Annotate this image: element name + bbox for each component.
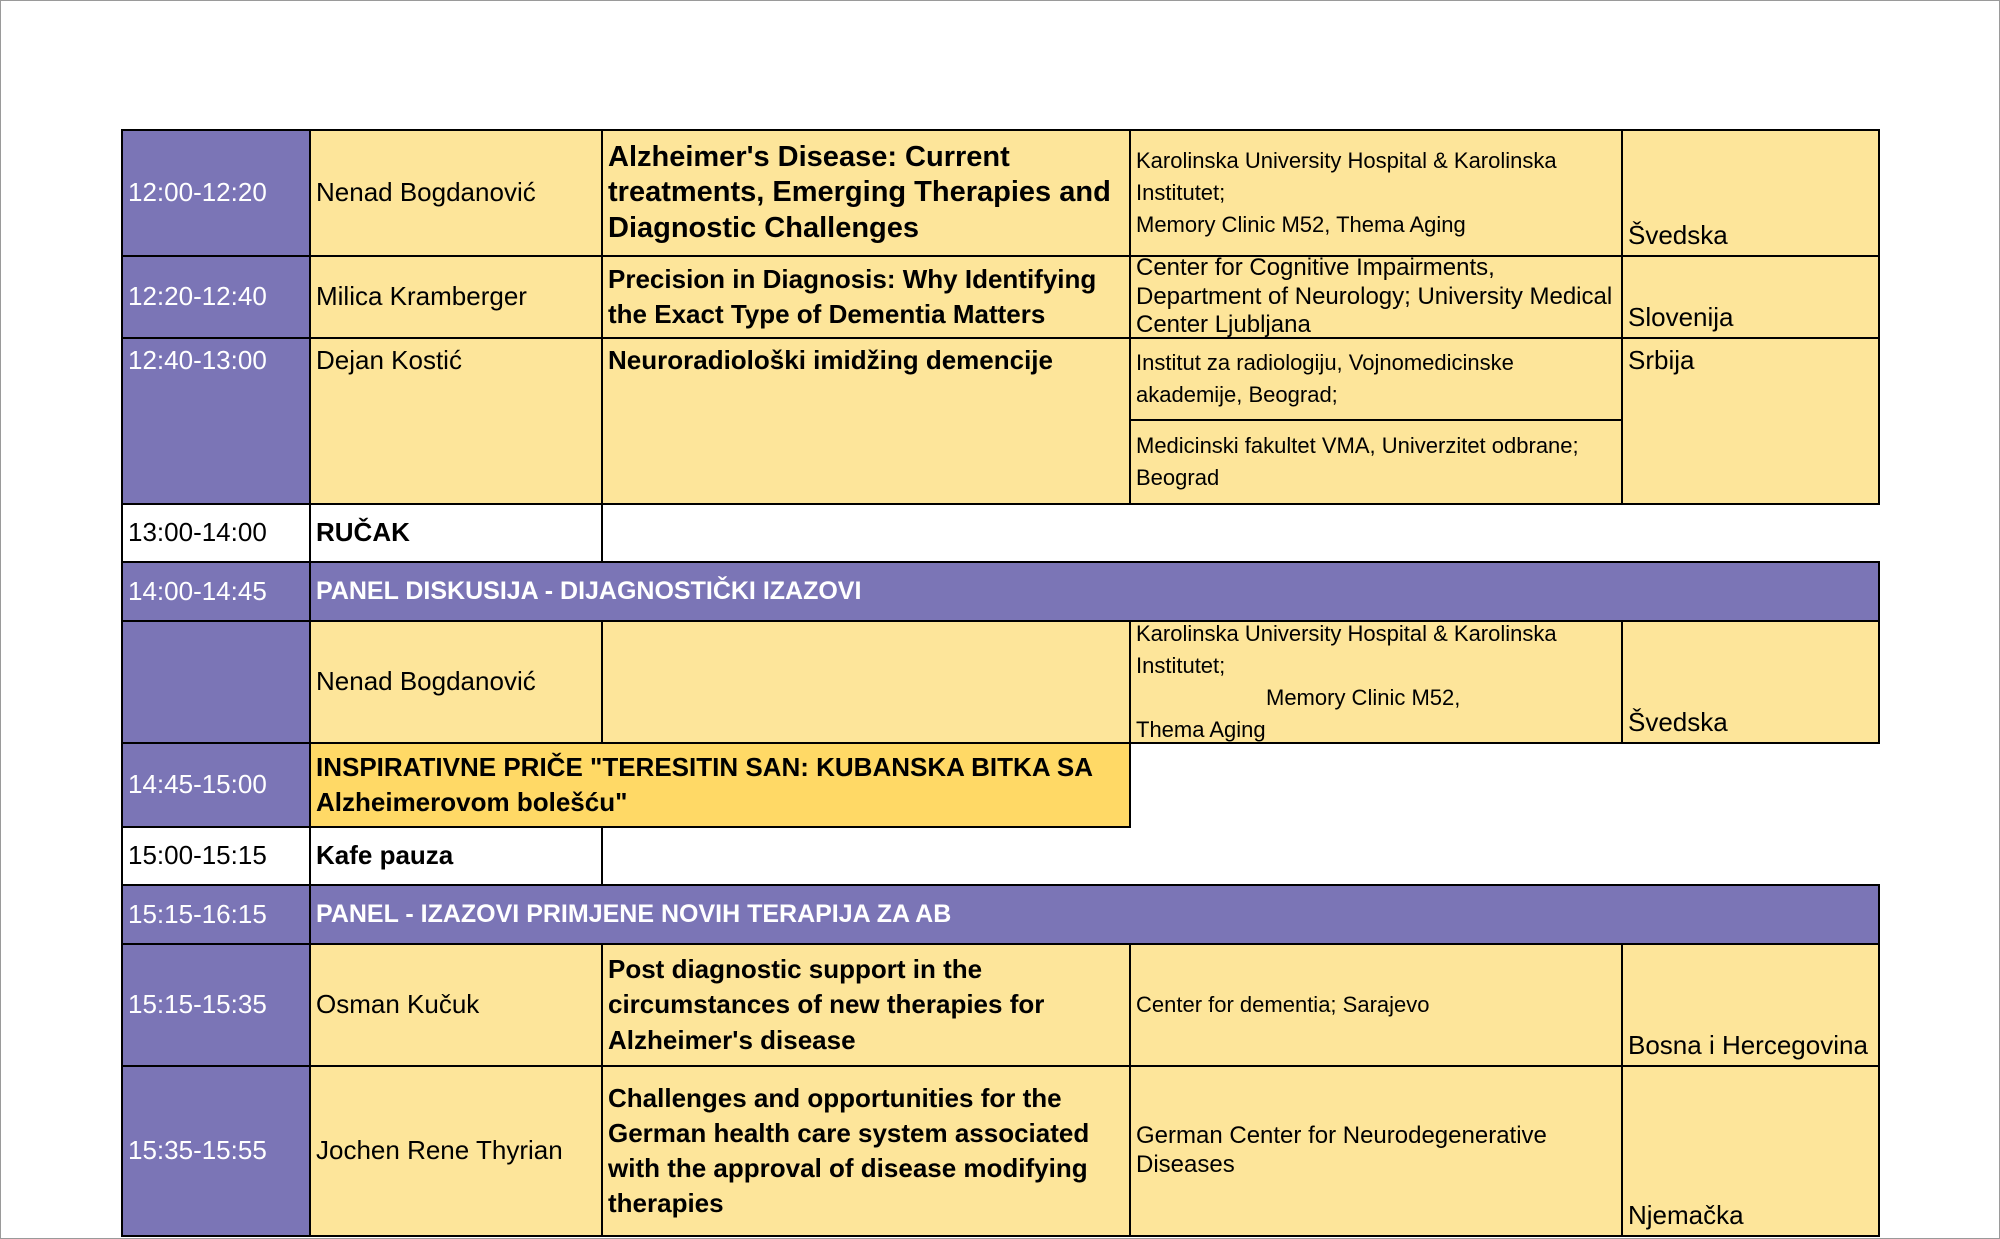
talk-title-cell: Neuroradiološki imidžing demencije	[601, 337, 1131, 505]
panel-banner: PANEL - IZAZOVI PRIMJENE NOVIH TERAPIJA ZA AB	[309, 884, 1880, 945]
country-cell: Švedska	[1621, 620, 1880, 744]
institution-cell: Karolinska University Hospital & Karolinska Institutet; Memory Clinic M52, Thema Aging	[1129, 620, 1623, 744]
country-cell: Njemačka	[1621, 1065, 1880, 1237]
time-cell: 15:00-15:15	[121, 826, 311, 886]
institution-cell: Medicinski fakultet VMA, Univerzitet odbrane; Beograd	[1129, 419, 1623, 505]
institution-cell: Institut za radiologiju, Vojnomedicinske akademije, Beograd;	[1129, 337, 1623, 421]
time-cell: 15:35-15:55	[121, 1065, 311, 1237]
time-cell: 15:15-16:15	[121, 884, 311, 945]
country-cell: Švedska	[1621, 129, 1880, 257]
speaker-cell: Jochen Rene Thyrian	[309, 1065, 603, 1237]
inspirational-stories-label: INSPIRATIVNE PRIČE "TERESITIN SAN: KUBANSKA BITKA SA Alzheimerovom bolešću"	[309, 742, 1131, 828]
country-cell: Slovenija	[1621, 255, 1880, 339]
institution-cell: Center for dementia; Sarajevo	[1129, 943, 1623, 1067]
country-cell: Bosna i Hercegovina	[1621, 943, 1880, 1067]
country-cell: Srbija	[1621, 337, 1880, 505]
talk-title-cell	[601, 620, 1131, 744]
institution-cell: German Center for Neurodegenerative Diseases	[1129, 1065, 1623, 1237]
speaker-cell: Dejan Kostić	[309, 337, 603, 505]
talk-title-cell: Alzheimer's Disease: Current treatments, Emerging Therapies and Diagnostic Challenges	[601, 129, 1131, 257]
institution-cell: Karolinska University Hospital & Karolinska Institutet; Memory Clinic M52, Thema Aging	[1129, 129, 1623, 257]
time-cell: 12:00-12:20	[121, 129, 311, 257]
time-cell	[121, 620, 311, 744]
institution-cell: Center for Cognitive Impairments, Department of Neurology; University Medical Center Ljubljana	[1129, 255, 1623, 339]
time-cell: 12:20-12:40	[121, 255, 311, 339]
break-label: Kafe pauza	[309, 826, 603, 886]
talk-title-cell: Challenges and opportunities for the German health care system associated with the approval of disease modifying therapies	[601, 1065, 1131, 1237]
talk-title-cell: Precision in Diagnosis: Why Identifying the Exact Type of Dementia Matters	[601, 255, 1131, 339]
panel-banner: PANEL DISKUSIJA - DIJAGNOSTIČKI IZAZOVI	[309, 561, 1880, 622]
time-cell: 14:00-14:45	[121, 561, 311, 622]
talk-title-cell: Post diagnostic support in the circumstances of new therapies for Alzheimer's disease	[601, 943, 1131, 1067]
speaker-cell: Milica Kramberger	[309, 255, 603, 339]
time-cell: 14:45-15:00	[121, 742, 311, 828]
speaker-cell: Osman Kučuk	[309, 943, 603, 1067]
speaker-cell: Nenad Bogdanović	[309, 620, 603, 744]
speaker-cell: Nenad Bogdanović	[309, 129, 603, 257]
time-cell: 12:40-13:00	[121, 337, 311, 505]
time-cell: 15:15-15:35	[121, 943, 311, 1067]
break-label: RUČAK	[309, 503, 603, 563]
time-cell: 13:00-14:00	[121, 503, 311, 563]
